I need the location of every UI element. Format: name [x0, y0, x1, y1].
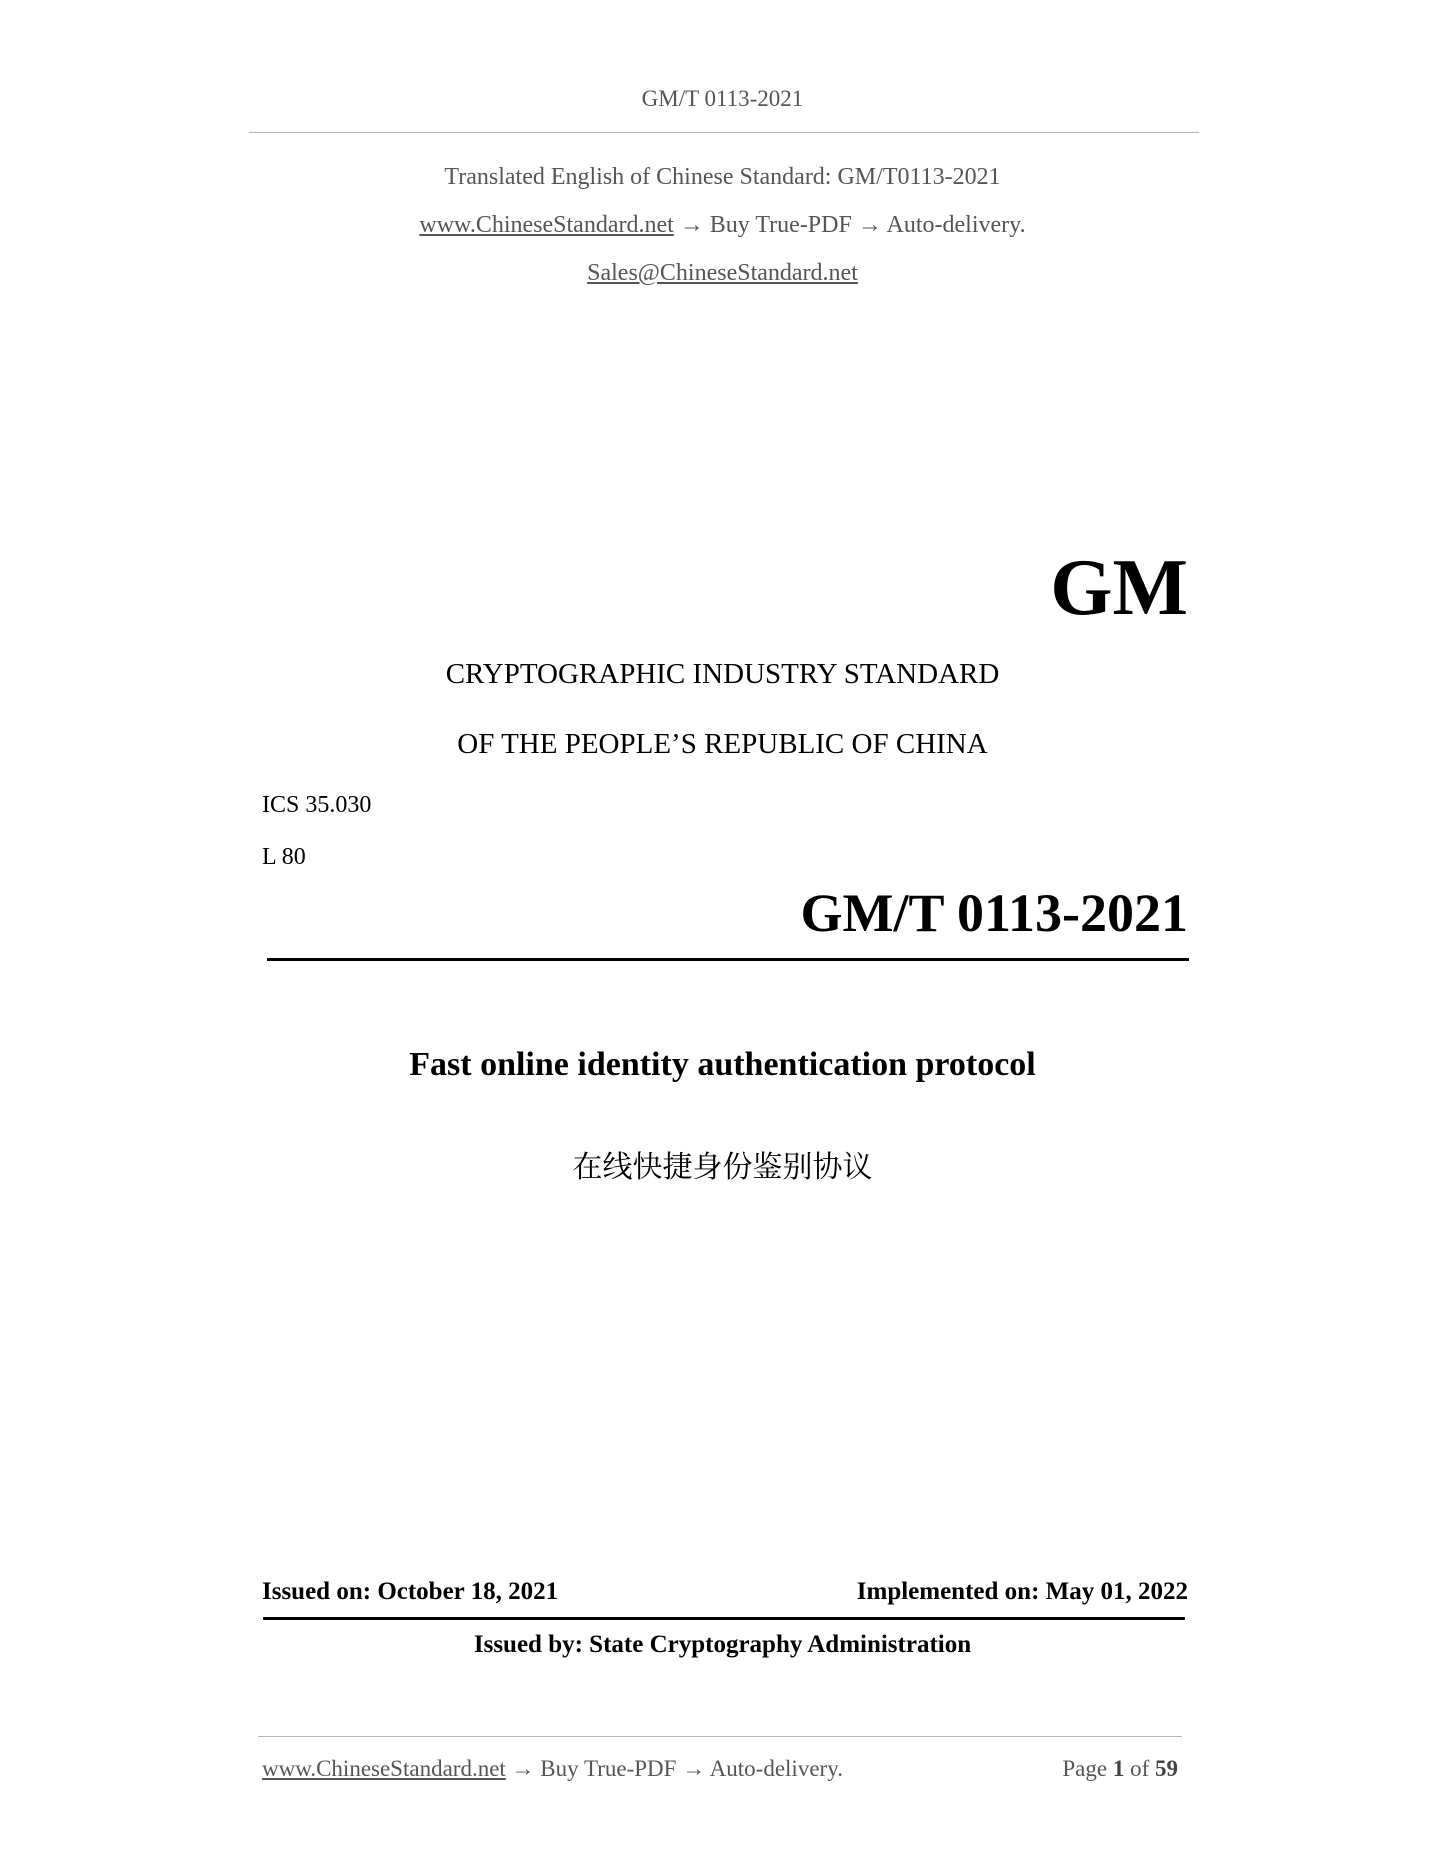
- number-rule: [267, 958, 1189, 961]
- ics-code: ICS 35.030: [262, 792, 372, 818]
- footer-site-link[interactable]: www.ChineseStandard.net: [262, 1756, 506, 1781]
- page-current: 1: [1112, 1756, 1125, 1781]
- ccs-code: L 80: [262, 844, 306, 870]
- title-chinese: 在线快捷身份鉴别协议: [572, 1150, 873, 1185]
- footer-links: [262, 1756, 843, 1782]
- standard-type-line1: CRYPTOGRAPHIC INDUSTRY STANDARD: [445, 658, 1000, 690]
- gm-mark: GM: [1050, 544, 1188, 632]
- page-of: of: [1130, 1756, 1150, 1781]
- email-link[interactable]: Sales@ChineseStandard.net: [587, 260, 858, 286]
- buy-true-pdf-text: Buy True-PDF: [709, 212, 852, 238]
- title-english: Fast online identity authentication protocol: [409, 1046, 1036, 1083]
- page-label: Page: [1062, 1756, 1108, 1781]
- standard-number: GM/T 0113-2021: [800, 883, 1188, 943]
- footer-buy-true-pdf-text: Buy True-PDF: [540, 1756, 677, 1781]
- issued-by: Issued by: State Cryptography Administration: [473, 1631, 972, 1658]
- arrow-icon: →: [511, 1756, 535, 1781]
- implemented-on-date: Implemented on: May 01, 2022: [856, 1578, 1188, 1605]
- arrow-icon: →: [682, 1756, 706, 1781]
- translated-notice: Translated English of Chinese Standard: GM/T0113-2021: [444, 164, 1001, 190]
- page-indicator: [900, 1756, 1178, 1782]
- header-rule: [249, 132, 1199, 133]
- arrow-icon: →: [857, 212, 882, 238]
- issued-on-date: Issued on: October 18, 2021: [262, 1578, 559, 1605]
- page-total: 59: [1155, 1756, 1178, 1781]
- standard-type-line2: OF THE PEOPLE’S REPUBLIC OF CHINA: [457, 728, 988, 760]
- email-line: [0, 260, 1445, 287]
- footer-auto-delivery-text: Auto-delivery.: [709, 1756, 843, 1781]
- auto-delivery-text: Auto-delivery.: [886, 212, 1026, 238]
- promo-links-line: [0, 212, 1445, 239]
- footer-rule: [258, 1736, 1182, 1737]
- issue-rule: [263, 1617, 1185, 1620]
- site-link[interactable]: www.ChineseStandard.net: [419, 212, 674, 238]
- arrow-icon: →: [679, 212, 704, 238]
- running-header: GM/T 0113-2021: [641, 86, 804, 111]
